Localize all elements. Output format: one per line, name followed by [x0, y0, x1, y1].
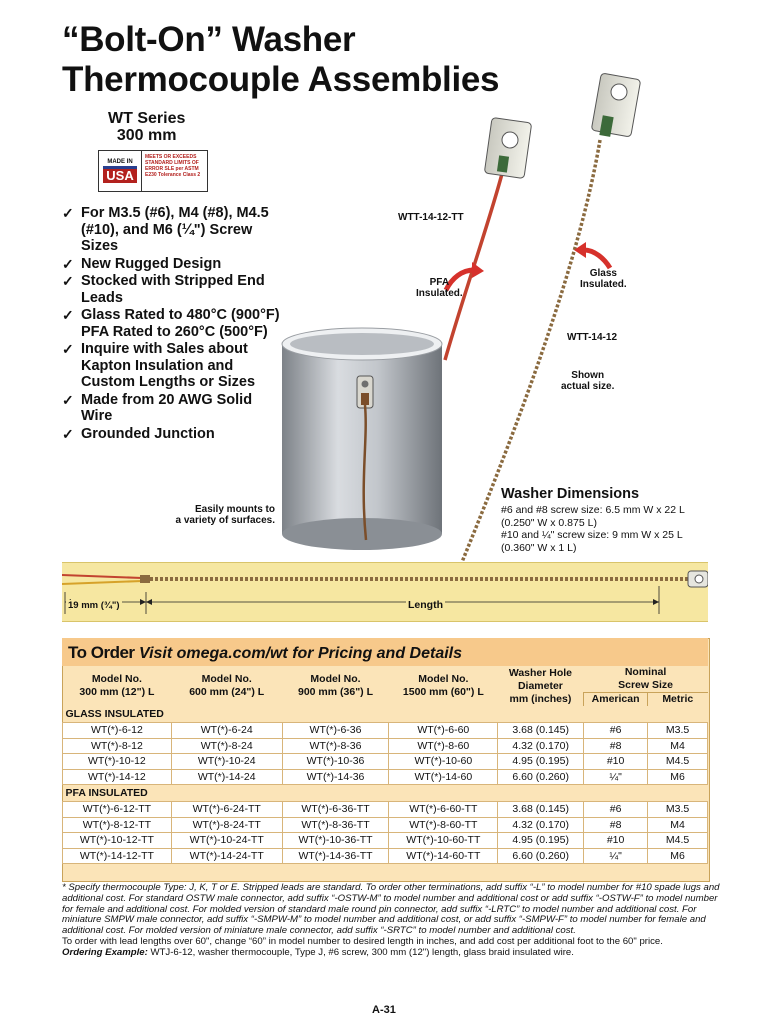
table-cell: ¼" — [584, 769, 648, 785]
table-cell: WT(*)-10-36-TT — [282, 833, 389, 849]
checkmark-icon: ✓ — [62, 341, 74, 357]
table-cell: #10 — [584, 754, 648, 770]
order-table-body — [63, 706, 708, 864]
table-cell: WT(*)-6-24-TT — [171, 802, 282, 818]
table-cell: #10 — [584, 833, 648, 849]
feature-item: ✓ Stocked with Stripped End Leads — [62, 273, 265, 306]
col-header-1500: Model No. 1500 mm (60") L — [389, 666, 498, 706]
table-cell: 3.68 (0.145) — [498, 723, 584, 739]
table-cell: WT(*)-6-36 — [282, 723, 389, 739]
table-cell: #8 — [584, 817, 648, 833]
table-cell: WT(*)-10-12 — [63, 754, 172, 770]
table-row — [63, 833, 708, 849]
washer-dimensions-text: #6 and #8 screw size: 6.5 mm W x 22 L (0.250" W x 0.875 L) #10 and ¼" screw size: 9 mm W x 25 L (0.360" W x 1 L) — [501, 504, 685, 554]
feature-item: ✓ Glass Rated to 480°C (900°F) PFA Rated to 260°C (500°F) — [62, 307, 280, 340]
table-cell: ¼" — [584, 848, 648, 864]
table-cell: WT(*)-6-12-TT — [63, 802, 172, 818]
table-cell: M6 — [648, 848, 708, 864]
note-ordering-example: Ordering Example: WTJ-6-12, washer thermocouple, Type J, #6 screw, 300 mm (12") length, glass braid insulated wire. — [62, 946, 574, 958]
table-cell: WT(*)-6-24 — [171, 723, 282, 739]
strip-length-label: 19 mm (¾") — [68, 600, 120, 611]
table-cell: WT(*)-6-36-TT — [282, 802, 389, 818]
group-label: PFA INSULATED — [63, 785, 708, 802]
table-cell: WT(*)-8-60-TT — [389, 817, 498, 833]
table-group-header — [63, 785, 708, 802]
sle-seal: MEETS OR EXCEEDS STANDARD LIMITS OF ERROR SLE per ASTM E230 Tolerance Class 2 — [145, 154, 201, 178]
table-cell: M4 — [648, 817, 708, 833]
callout-wtt: WTT-14-12 — [567, 332, 618, 343]
table-cell: WT(*)-8-12 — [63, 738, 172, 754]
table-cell: 6.60 (0.260) — [498, 848, 584, 864]
note-lead-length: To order with lead lengths over 60", change “60” in model number to desired length in inches, and add cost per additional foot to the 60" price. — [62, 935, 663, 947]
col-header-metric: Metric — [648, 693, 708, 707]
group-label: GLASS INSULATED — [63, 706, 708, 723]
table-cell: #6 — [584, 723, 648, 739]
table-row — [63, 769, 708, 785]
table-cell: WT(*)-8-24 — [171, 738, 282, 754]
callout-actual-size: Shown actual size. — [561, 370, 615, 392]
table-cell: WT(*)-14-12 — [63, 769, 172, 785]
table-cell: WT(*)-6-60 — [389, 723, 498, 739]
table-cell: WT(*)-14-60 — [389, 769, 498, 785]
table-cell: WT(*)-10-12-TT — [63, 833, 172, 849]
table-cell: WT(*)-10-36 — [282, 754, 389, 770]
glass-arrow-icon — [584, 250, 610, 268]
table-cell: WT(*)-8-60 — [389, 738, 498, 754]
col-header-600: Model No. 600 mm (24") L — [171, 666, 282, 706]
table-cell: M4 — [648, 738, 708, 754]
feature-item: ✓ New Rugged Design — [62, 255, 222, 272]
cylinder-surface — [282, 328, 442, 550]
table-cell: WT(*)-14-36-TT — [282, 848, 389, 864]
table-cell: M4.5 — [648, 833, 708, 849]
table-cell: WT(*)-10-60 — [389, 754, 498, 770]
table-cell: WT(*)-6-12 — [63, 723, 172, 739]
table-cell: WT(*)-14-36 — [282, 769, 389, 785]
pfa-thermocouple — [445, 117, 532, 360]
length-label: Length — [408, 599, 443, 611]
col-header-300: Model No. 300 mm (12") L — [63, 666, 172, 706]
table-cell: WT(*)-8-24-TT — [171, 817, 282, 833]
table-cell: WT(*)-6-60-TT — [389, 802, 498, 818]
order-table — [62, 666, 708, 864]
title-line-2: Thermocouple Assemblies — [62, 60, 500, 99]
table-cell: 4.95 (0.195) — [498, 754, 584, 770]
table-cell: WT(*)-14-12-TT — [63, 848, 172, 864]
col-header-900: Model No. 900 mm (36") L — [282, 666, 389, 706]
table-cell: 3.68 (0.145) — [498, 802, 584, 818]
table-cell: 4.32 (0.170) — [498, 738, 584, 754]
series-name: WT Series — [108, 110, 186, 127]
order-subtitle: Visit omega.com/wt for Pricing and Details — [138, 645, 463, 662]
checkmark-icon: ✓ — [62, 205, 74, 221]
table-group-header — [63, 706, 708, 723]
table-cell: WT(*)-10-60-TT — [389, 833, 498, 849]
table-cell: WT(*)-8-36 — [282, 738, 389, 754]
table-cell: 4.32 (0.170) — [498, 817, 584, 833]
checkmark-icon: ✓ — [62, 273, 74, 289]
page-number: A-31 — [372, 1004, 396, 1016]
col-header-washer-hole: Washer Hole Diameter mm (inches) — [498, 666, 584, 706]
table-row — [63, 754, 708, 770]
table-row — [63, 723, 708, 739]
made-in-label: MADE IN — [107, 159, 133, 165]
table-cell: 4.95 (0.195) — [498, 833, 584, 849]
feature-item: ✓ For M3.5 (#6), M4 (#8), M4.5 (#10), and M6 (¼") Screw Sizes — [62, 205, 269, 254]
col-header-screw-size: Nominal Screw Size — [584, 666, 708, 693]
feature-item: ✓ Inquire with Sales about Kapton Insulation and Custom Lengths or Sizes — [62, 341, 256, 390]
to-order-label: To Order — [68, 643, 135, 662]
table-cell: M3.5 — [648, 723, 708, 739]
table-cell: #6 — [584, 802, 648, 818]
feature-item: ✓ Made from 20 AWG Solid Wire — [62, 391, 253, 424]
mounted-washer — [357, 376, 373, 408]
callout-glass: Glass Insulated. — [580, 268, 627, 290]
table-cell: WT(*)-14-24-TT — [171, 848, 282, 864]
feature-item: ✓ Grounded Junction — [62, 425, 215, 442]
table-cell: #8 — [584, 738, 648, 754]
table-row — [63, 817, 708, 833]
checkmark-icon: ✓ — [62, 391, 74, 408]
checkmark-icon: ✓ — [62, 425, 74, 442]
table-cell: M4.5 — [648, 754, 708, 770]
col-header-american: American — [584, 693, 648, 707]
order-title — [68, 643, 462, 663]
title-line-1: “Bolt-On” Washer — [62, 20, 356, 59]
table-cell: WT(*)-14-60-TT — [389, 848, 498, 864]
note-thermocouple-type: * Specify thermocouple Type: J, K, T or E. Stripped leads are standard. To order other terminations, add suffix “-L” to model number for #10 spade lugs and additional cost. For standard OSTW male connector, add suffix “-OSTW-M” to model number and additional cost or add suffix “-OSTW-F” to model number for female and additional cost. For molded version of standard male round pin connector, add suffix “-LRTC” to model number and additional cost. For miniature SMPW male connector, add suffix “-SMPW-M” to model number and additional cost, or add suffix “-SMPW-F” to model number for female and additional cost. For molded version of miniature male connector, add suffix “-SRTC” to model number and additional cost. — [62, 882, 720, 937]
table-cell: WT(*)-10-24-TT — [171, 833, 282, 849]
callout-pfa: PFA Insulated. — [416, 277, 463, 299]
table-row — [63, 848, 708, 864]
washer-dimensions-title: Washer Dimensions — [501, 486, 640, 502]
order-notes — [62, 883, 722, 959]
table-cell: WT(*)-8-36-TT — [282, 817, 389, 833]
table-row — [63, 738, 708, 754]
checkmark-icon: ✓ — [62, 255, 74, 272]
table-row — [63, 802, 708, 818]
callout-mounting: Easily mounts to a variety of surfaces. — [175, 504, 275, 526]
full-length-thermocouple — [62, 562, 708, 620]
table-cell: WT(*)-8-12-TT — [63, 817, 172, 833]
table-cell: WT(*)-10-24 — [171, 754, 282, 770]
usa-label: USA — [103, 166, 136, 183]
table-cell: M6 — [648, 769, 708, 785]
table-cell: M3.5 — [648, 802, 708, 818]
table-cell: WT(*)-14-24 — [171, 769, 282, 785]
callout-wtt-tt: WTT-14-12-TT — [398, 212, 464, 223]
checkmark-icon: ✓ — [62, 307, 74, 323]
series-length: 300 mm — [116, 127, 177, 144]
table-cell: 6.60 (0.260) — [498, 769, 584, 785]
